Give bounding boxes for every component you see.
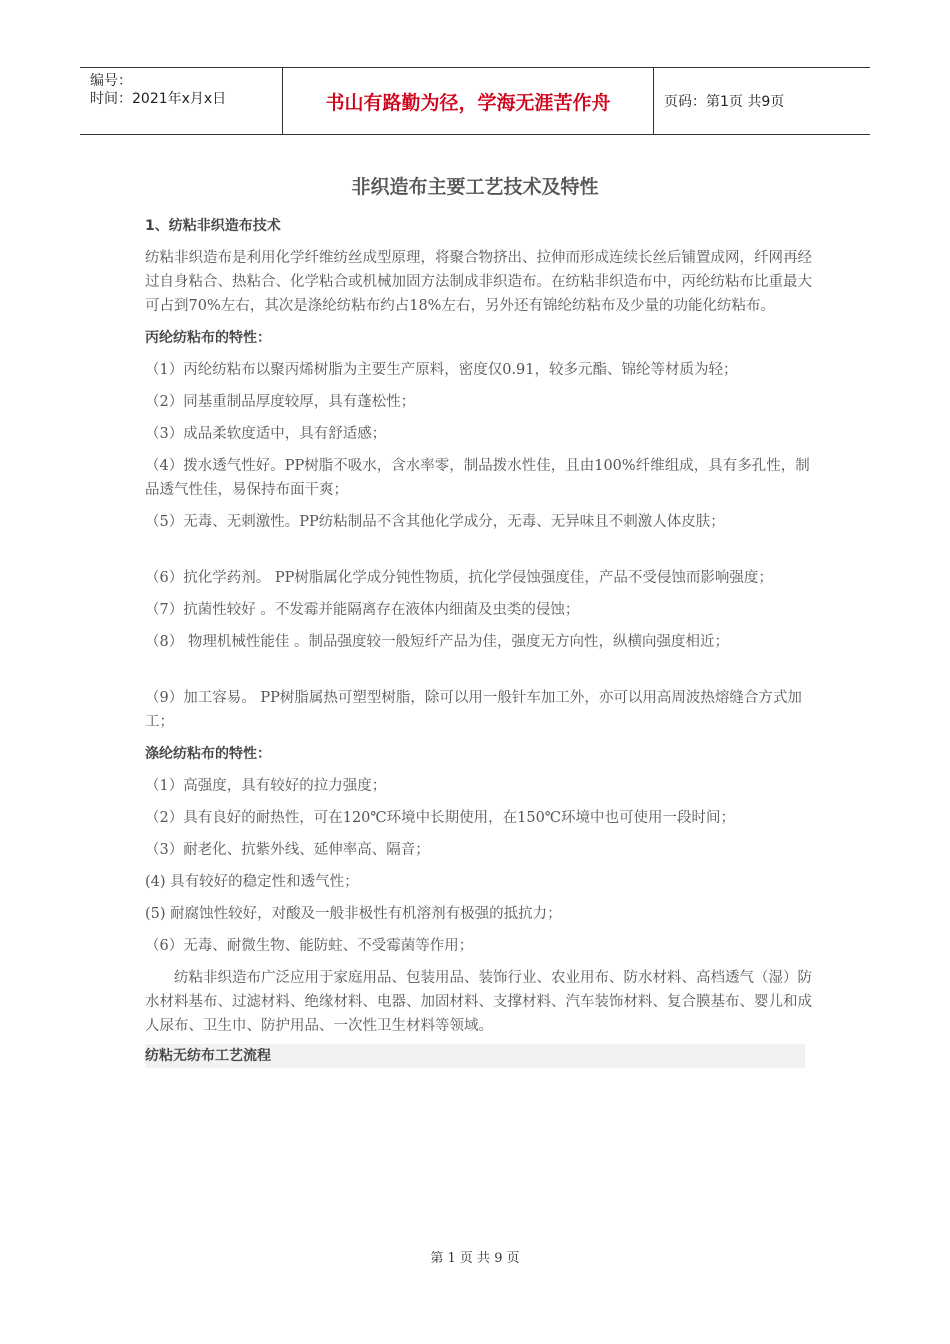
document-body [145, 214, 815, 1068]
list-item: (5) 耐腐蚀性较好，对酸及一般非极性有机溶剂有极强的抵抗力； [145, 906, 562, 922]
header-page-info: 页码：第1页 共9页 [664, 94, 785, 110]
document-title: 非织造布主要工艺技术及特性 [351, 176, 599, 198]
header-meta [90, 72, 226, 108]
pet-heading: 涤纶纺粘布的特性： [145, 746, 271, 762]
list-item: (4) 具有较好的稳定性和透气性； [145, 874, 359, 890]
intro-paragraph: 纺粘非织造布是利用化学纤维纺丝成型原理，将聚合物挤出、拉伸而形成连续长丝后铺置成网，纤网再经过自身粘合、热粘合、化学粘合或机械加固方法制成非织造布。在纺粘非织造布中，丙纶纺粘布比重最大可占到70%左右，其次是涤纶纺粘布约占18%左右，另外还有锦纶纺粘布及少量的功能化纺粘布。 [145, 250, 812, 314]
header-motto: 书山有路勤为径，学海无涯苦作舟 [282, 68, 654, 134]
list-item: （2）具有良好的耐热性，可在120℃环境中长期使用，在150℃环境中也可使用一段时间； [145, 810, 736, 826]
page-footer: 第 1 页 共 9 页 [430, 1251, 520, 1266]
list-item: （6）无毒、耐微生物、能防蛀、不受霉菌等作用； [145, 938, 474, 954]
page-header [80, 67, 870, 135]
list-item: （2）同基重制品厚度较厚，具有蓬松性； [145, 394, 416, 410]
list-item: （4）拨水透气性好。PP树脂不吸水，含水率零，制品拨水性佳，且由100%纤维组成，具有多孔性，制品透气性佳，易保持布面干爽； [145, 458, 810, 498]
applications-paragraph: 纺粘非织造布广泛应用于家庭用品、包装用品、装饰行业、农业用布、防水材料、高档透气（湿）防水材料基布、过滤材料、绝缘材料、电器、加固材料、支撑材料、汽车装饰材料、复合膜基布、婴儿和成人尿布、卫生巾、防护用品、一次性卫生材料等领域。 [145, 970, 812, 1034]
list-item: （3）耐老化、抗紫外线、延伸率高、隔音； [145, 842, 430, 858]
list-item: （3）成品柔软度适中，具有舒适感； [145, 426, 387, 442]
list-item: （8） 物理机械性能佳 。制品强度较一般短纤产品为佳，强度无方向性，纵横向强度相近； [145, 634, 729, 650]
flow-heading: 纺粘无纺布工艺流程 [145, 1044, 805, 1068]
list-item: （1）丙纶纺粘布以聚丙烯树脂为主要生产原料，密度仅0.91，较多元酯、锦纶等材质为轻； [145, 362, 738, 378]
list-item: （6）抗化学药剂。 PP树脂属化学成分钝性物质，抗化学侵蚀强度佳，产品不受侵蚀而影响强度； [145, 570, 773, 586]
list-item: （1）高强度，具有较好的拉力强度； [145, 778, 387, 794]
section-heading: 1、纺粘非织造布技术 [145, 218, 281, 234]
list-item: （7）抗菌性较好 。不发霉并能隔离存在液体内细菌及虫类的侵蚀； [145, 602, 580, 618]
list-item: （9）加工容易。 PP树脂属热可塑型树脂，除可以用一般针车加工外，亦可以用高周波热熔缝合方式加工； [145, 690, 802, 730]
pp-heading: 丙纶纺粘布的特性： [145, 330, 271, 346]
list-item: （5）无毒、无刺激性。PP纺粘制品不含其他化学成分，无毒、无异味且不刺激人体皮肤； [145, 514, 725, 530]
number-label: 编号： [90, 73, 132, 89]
time-label: 时间：2021年x月x日 [90, 91, 227, 107]
